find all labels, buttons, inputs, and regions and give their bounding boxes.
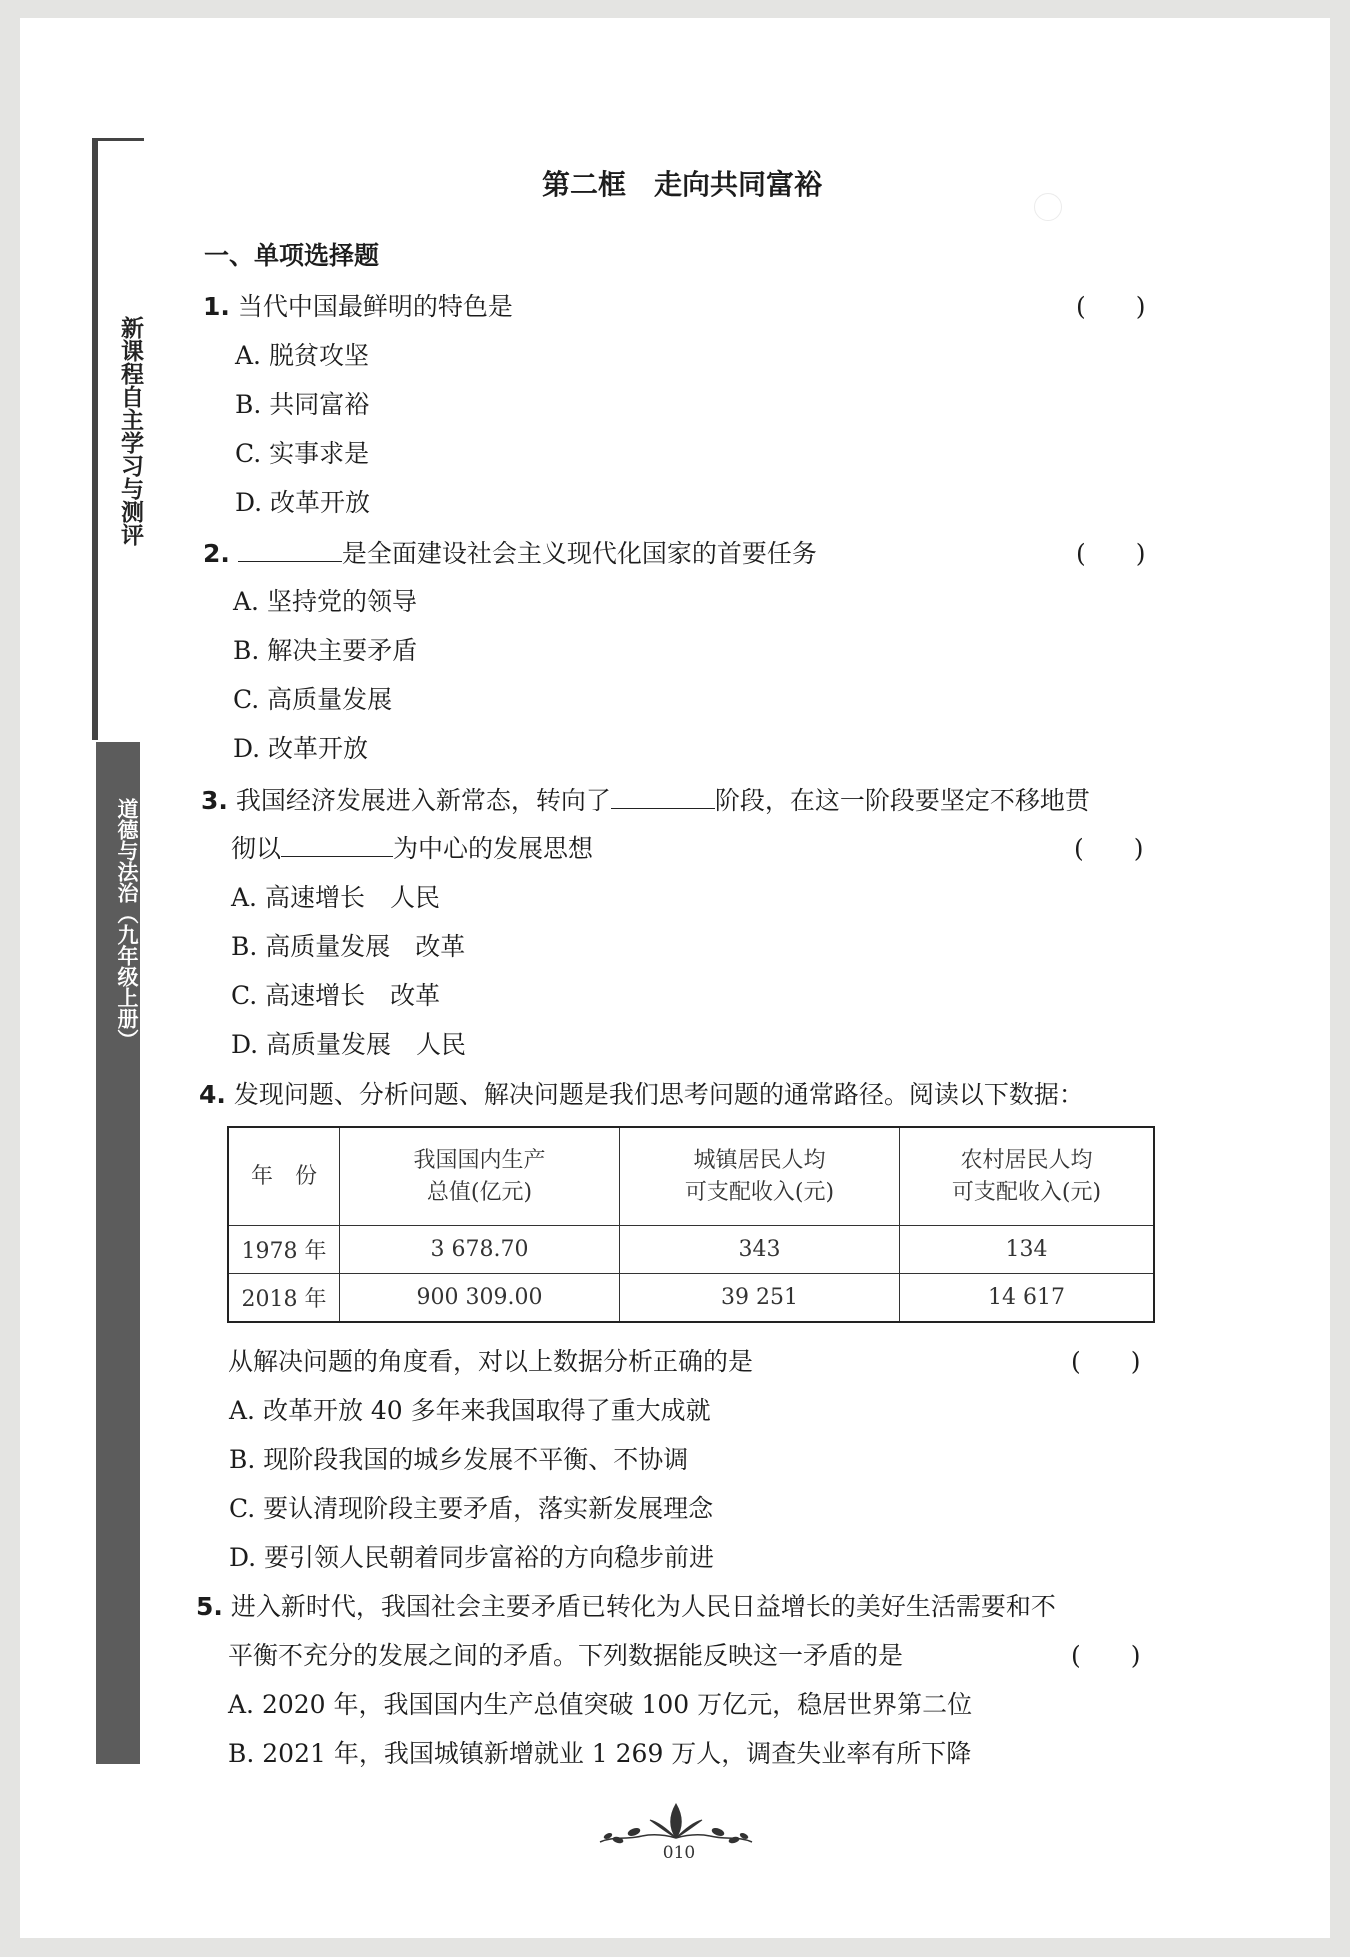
option-b: B. 高质量发展 改革: [231, 932, 466, 961]
question-4-prompt: 从解决问题的角度看，对以上数据分析正确的是: [228, 1347, 754, 1376]
question-number: 2.: [203, 539, 230, 568]
question-number: 4.: [199, 1080, 226, 1109]
question-stem: 进入新时代，我国社会主要矛盾已转化为人民日益增长的美好生活需要和不: [230, 1592, 1056, 1621]
question-1: [203, 287, 513, 323]
option-a: A. 脱贫攻坚: [235, 341, 369, 370]
option-c: C. 高速增长 改革: [231, 981, 441, 1010]
answer-bracket[interactable]: ( ): [1076, 292, 1146, 321]
option-d: D. 改革开放: [235, 488, 371, 517]
option-a: A. 坚持党的领导: [233, 587, 417, 616]
option-d: D. 高质量发展 人民: [231, 1030, 467, 1059]
option-c: C. 高质量发展: [233, 685, 393, 714]
page-title: 第二框 走向共同富裕: [541, 168, 822, 201]
question-4: [199, 1075, 1084, 1111]
question-stem-part: 阶段，在这一阶段要坚定不移地贯: [714, 786, 1090, 815]
page-number: 010: [662, 1843, 696, 1863]
fill-blank[interactable]: [611, 788, 715, 809]
question-stem-part: 我国经济发展进入新常态，转向了: [235, 786, 611, 815]
cell-gdp: 900 309.00: [340, 1274, 620, 1323]
table-header-row: [228, 1127, 1154, 1226]
section-heading: 一、单项选择题: [204, 241, 380, 270]
option-b: B. 解决主要矛盾: [233, 636, 418, 665]
question-stem: 是全面建设社会主义现代化国家的首要任务: [341, 539, 817, 568]
option-d: D. 要引领人民朝着同步富裕的方向稳步前进: [229, 1543, 715, 1572]
cell-year: 1978 年: [228, 1226, 340, 1274]
question-stem: 发现问题、分析问题、解决问题是我们思考问题的通常路径。阅读以下数据：: [233, 1080, 1084, 1109]
question-5: [196, 1587, 1056, 1623]
cell-urban-income: 39 251: [620, 1274, 900, 1323]
income-data-table: [227, 1126, 1155, 1323]
question-number: 5.: [196, 1592, 223, 1621]
cell-urban-income: 343: [620, 1226, 900, 1274]
question-stem: 当代中国最鲜明的特色是: [237, 292, 513, 321]
question-2: [203, 534, 817, 570]
answer-bracket[interactable]: ( ): [1071, 1641, 1141, 1670]
option-a: A. 高速增长 人民: [231, 883, 440, 912]
header-urban-income: 城镇居民人均 可支配收入(元): [620, 1127, 900, 1226]
cell-gdp: 3 678.70: [340, 1226, 620, 1274]
sidebar-series-title: 新课程自主学习与测评: [117, 316, 143, 546]
cell-rural-income: 14 617: [900, 1274, 1155, 1323]
answer-bracket[interactable]: ( ): [1076, 539, 1146, 568]
question-stem-part: 彻以: [231, 834, 282, 863]
table-row: [228, 1226, 1154, 1274]
option-b: B. 现阶段我国的城乡发展不平衡、不协调: [229, 1445, 689, 1474]
option-a: A. 改革开放 40 多年来我国取得了重大成就: [229, 1396, 711, 1425]
option-b: B. 2021 年，我国城镇新增就业 1 269 万人，调查失业率有所下降: [228, 1739, 972, 1768]
option-d: D. 改革开放: [233, 734, 369, 763]
question-3-continued: [231, 829, 593, 865]
sidebar-rule: [92, 138, 144, 141]
option-c: C. 实事求是: [235, 439, 370, 468]
cell-year: 2018 年: [228, 1274, 340, 1323]
answer-bracket[interactable]: ( ): [1074, 834, 1144, 863]
option-b: B. 共同富裕: [235, 390, 370, 419]
question-3: [201, 781, 1090, 817]
question-number: 1.: [203, 292, 230, 321]
question-5-continued: 平衡不充分的发展之间的矛盾。下列数据能反映这一矛盾的是: [228, 1641, 904, 1670]
header-gdp: 我国国内生产 总值(亿元): [340, 1127, 620, 1226]
table-row: [228, 1274, 1154, 1323]
answer-bracket[interactable]: ( ): [1071, 1347, 1141, 1376]
sidebar-top-bar: [92, 140, 98, 740]
sidebar-subject-label: 道德与法治（九年级上册）: [115, 798, 139, 1050]
header-year: 年 份: [228, 1127, 340, 1226]
header-rural-income: 农村居民人均 可支配收入(元): [900, 1127, 1155, 1226]
question-stem-part: 为中心的发展思想: [393, 834, 594, 863]
fill-blank[interactable]: [238, 541, 342, 562]
cell-rural-income: 134: [900, 1226, 1155, 1274]
question-number: 3.: [201, 786, 228, 815]
fill-blank[interactable]: [281, 836, 393, 857]
option-a: A. 2020 年，我国国内生产总值突破 100 万亿元，稳居世界第二位: [228, 1690, 973, 1719]
option-c: C. 要认清现阶段主要矛盾，落实新发展理念: [229, 1494, 714, 1523]
